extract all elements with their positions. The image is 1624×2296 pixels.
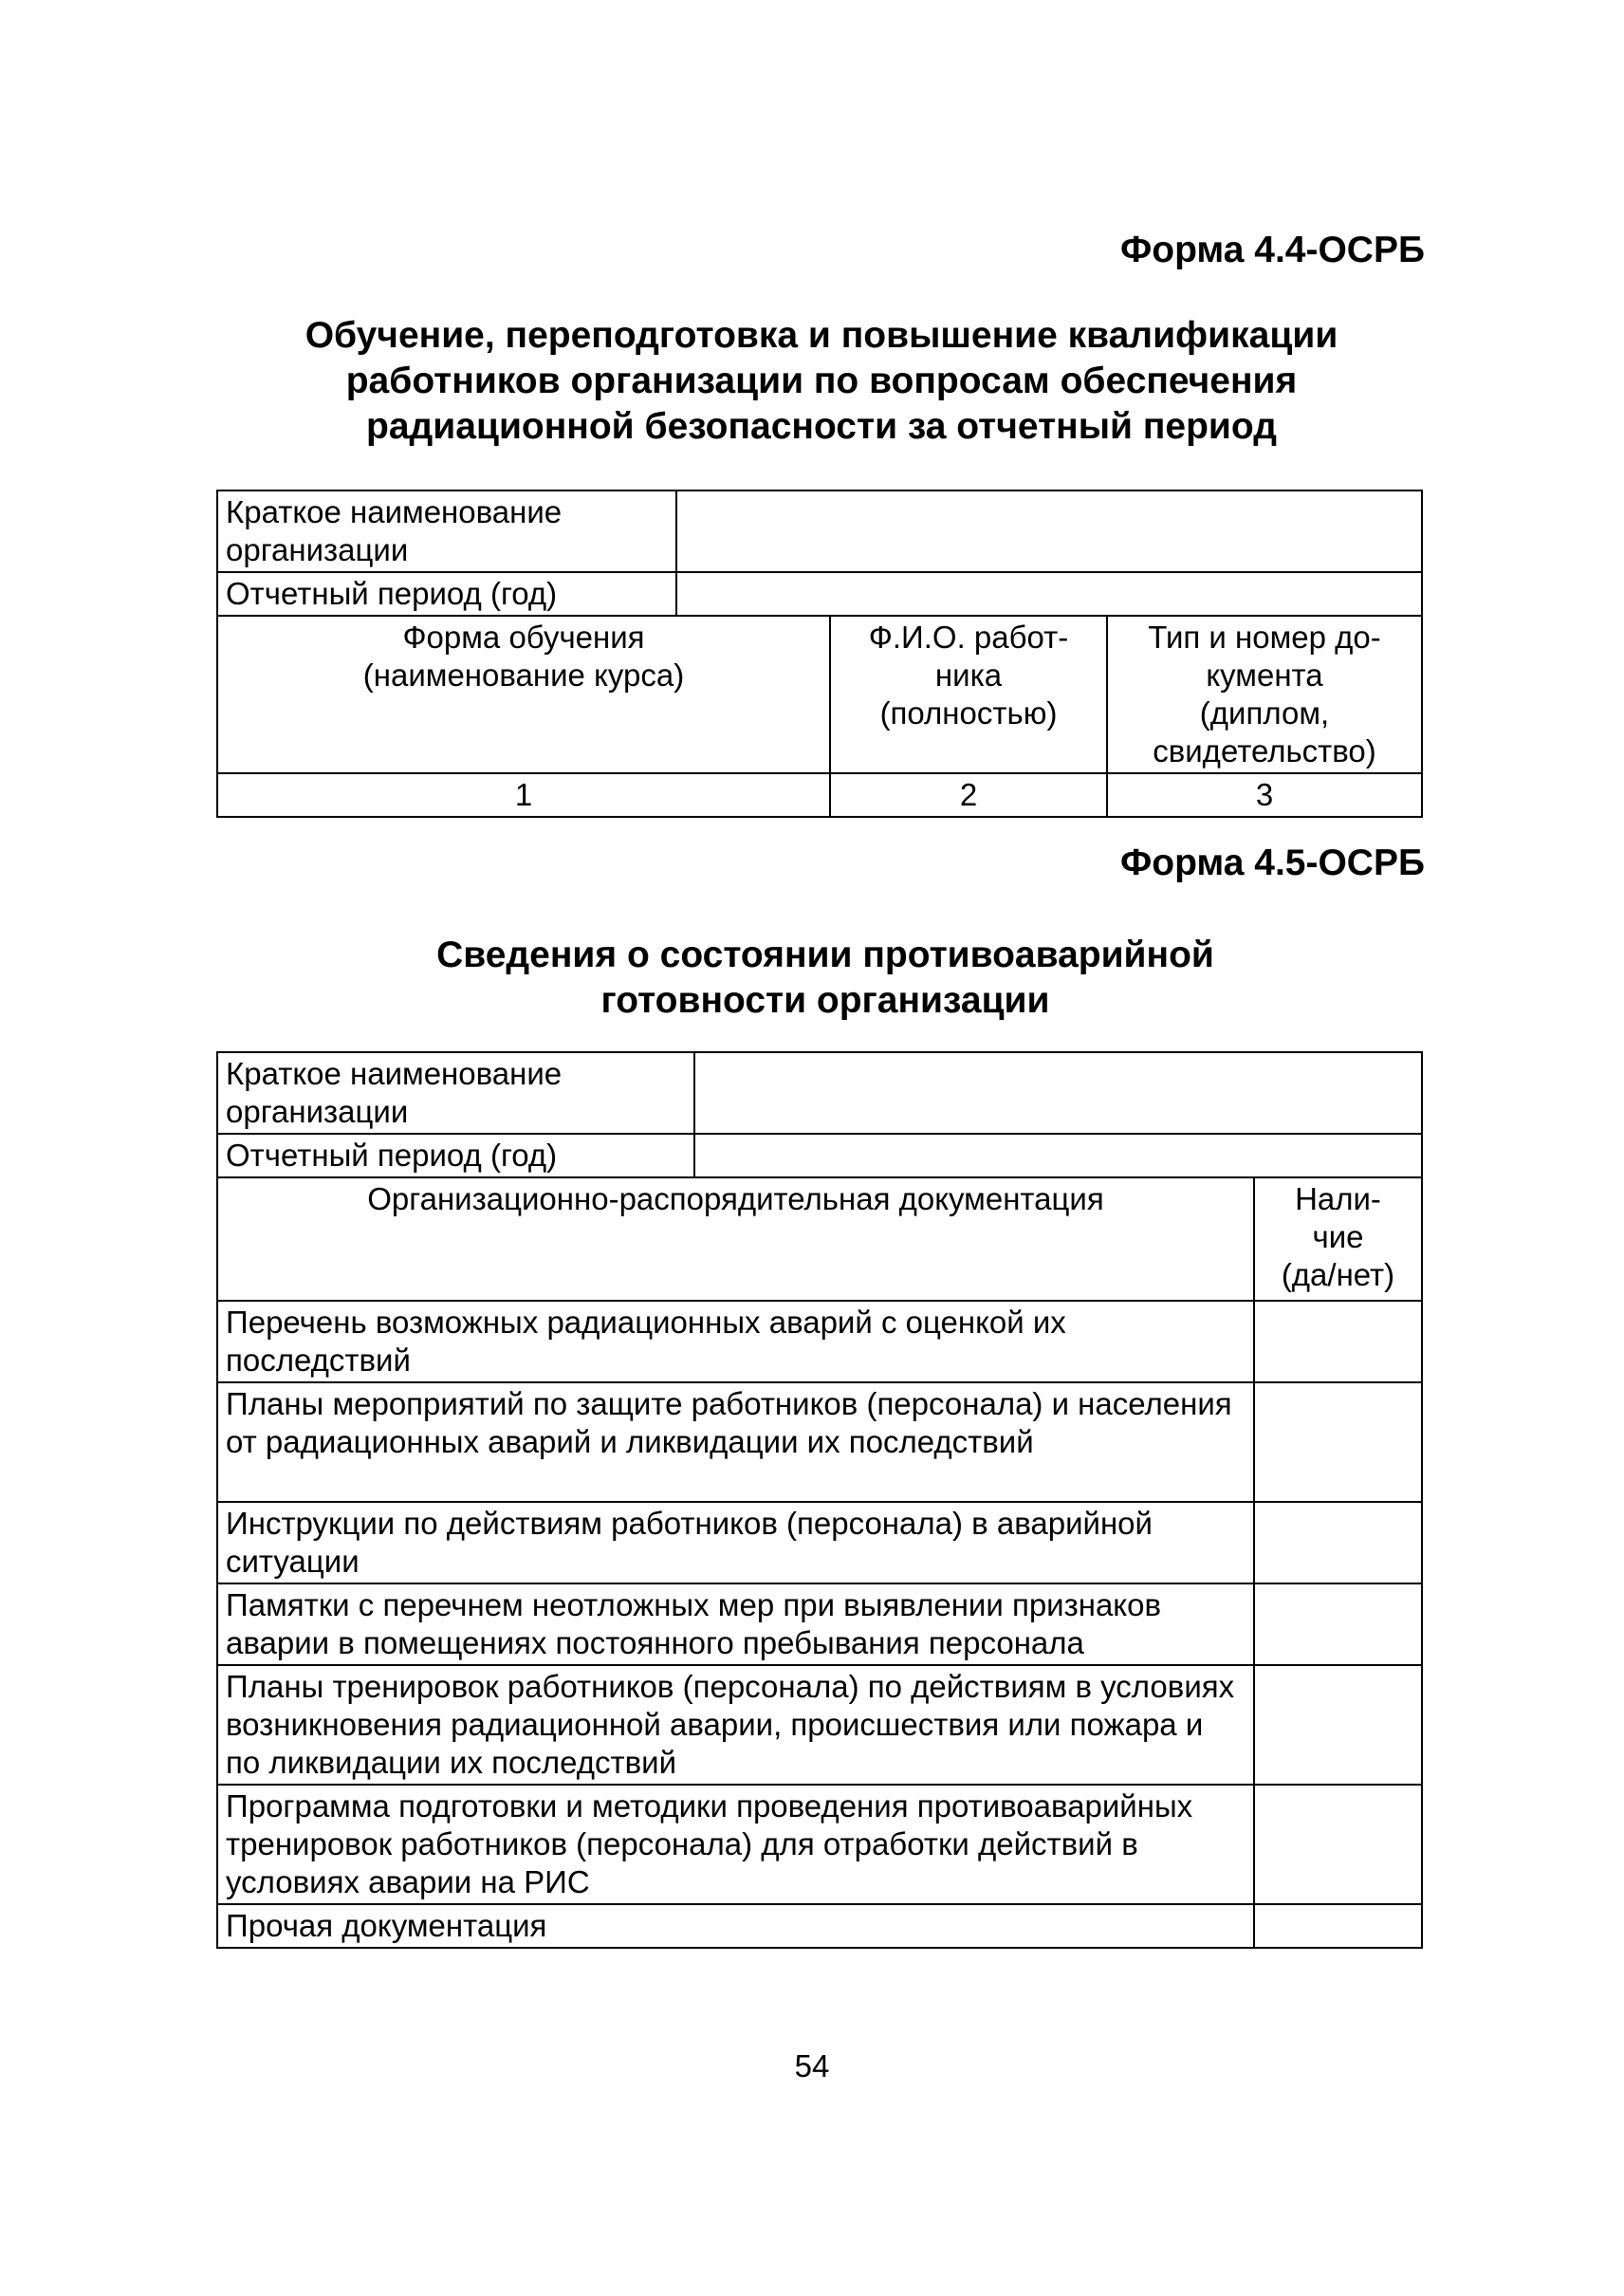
form-4-5-title-line: готовности организации: [600, 980, 1050, 1021]
header-line: свидетельство): [1153, 733, 1376, 768]
period-label: Отчетный период (год): [217, 1134, 694, 1177]
org-name-field[interactable]: [676, 491, 1422, 572]
form-4-4-number: Форма 4.4-ОСРБ: [1119, 230, 1425, 270]
document-row-label: Памятки с перечнем неотложных мер при выявлении признаков аварии в помещениях постоянного пребывания персонала: [217, 1583, 1254, 1665]
org-name-label: Краткое наименование организации: [217, 491, 676, 572]
column-header-documentation: Организационно-распорядительная документация: [217, 1177, 1254, 1301]
document-row-label: Инструкции по действиям работников (персонала) в аварийной ситуации: [217, 1502, 1254, 1583]
header-line: (да/нет): [1281, 1257, 1395, 1292]
header-line: ника: [934, 657, 1003, 693]
column-header-presence: [1254, 1177, 1422, 1301]
period-field[interactable]: [694, 1134, 1422, 1177]
document-row-label: Планы мероприятий по защите работников (персонала) и населения от радиационных аварий и ликвидации их последствий: [217, 1382, 1254, 1502]
document-row-label: Прочая документация: [217, 1904, 1254, 1948]
period-label: Отчетный период (год): [217, 572, 676, 616]
period-field[interactable]: [676, 572, 1422, 616]
form-4-5-table: [216, 1051, 1423, 1949]
presence-cell[interactable]: [1254, 1904, 1422, 1948]
header-line: (полностью): [879, 695, 1058, 731]
org-name-label: Краткое наименование организации: [217, 1052, 694, 1134]
header-line: (наименование курса): [362, 657, 685, 693]
form-4-4-title-line: радиационной безопасности за отчетный период: [366, 406, 1277, 447]
column-header-document-type: [1107, 616, 1422, 773]
document-row-label: Программа подготовки и методики проведения противоаварийных тренировок работников (персонала) для отработки действий в условиях аварии на РИС: [217, 1785, 1254, 1904]
column-header-training-form: [217, 616, 830, 773]
form-4-5-number: Форма 4.5-ОСРБ: [1119, 842, 1425, 883]
column-number-2: 2: [830, 773, 1107, 817]
column-number-3: 3: [1107, 773, 1422, 817]
org-name-field[interactable]: [694, 1052, 1422, 1134]
form-4-4-title-line: Обучение, переподготовка и повышение квалификации: [304, 315, 1338, 356]
document-row-label: Перечень возможных радиационных аварий с оценкой их последствий: [217, 1301, 1254, 1382]
header-line: Нали-: [1295, 1181, 1381, 1216]
page-number: 54: [794, 2048, 830, 2083]
presence-cell[interactable]: [1254, 1785, 1422, 1904]
form-4-4-table: [216, 490, 1423, 818]
document-row-label: Планы тренировок работников (персонала) по действиям в условиях возникновения радиационной аварии, происшествия или пожара и по ликвидации их последствий: [217, 1665, 1254, 1785]
header-line: чие: [1312, 1219, 1364, 1254]
form-4-5-title: [13, 933, 1624, 1024]
column-number-1: 1: [217, 773, 830, 817]
form-4-5-title-line: Сведения о состоянии противоаварийной: [436, 935, 1214, 975]
presence-cell[interactable]: [1254, 1665, 1422, 1785]
header-line: Ф.И.О. работ-: [868, 620, 1069, 655]
header-line: Форма обучения: [402, 620, 645, 655]
header-line: кумента: [1206, 657, 1323, 693]
column-header-employee-name: [830, 616, 1107, 773]
presence-cell[interactable]: [1254, 1382, 1422, 1502]
form-4-4-title-line: работников организации по вопросам обеспечения: [345, 361, 1298, 401]
header-line: (диплом,: [1199, 695, 1330, 731]
presence-cell[interactable]: [1254, 1583, 1422, 1665]
presence-cell[interactable]: [1254, 1502, 1422, 1583]
header-line: Тип и номер до-: [1148, 620, 1381, 655]
form-4-4-title: [9, 313, 1624, 450]
presence-cell[interactable]: [1254, 1301, 1422, 1382]
